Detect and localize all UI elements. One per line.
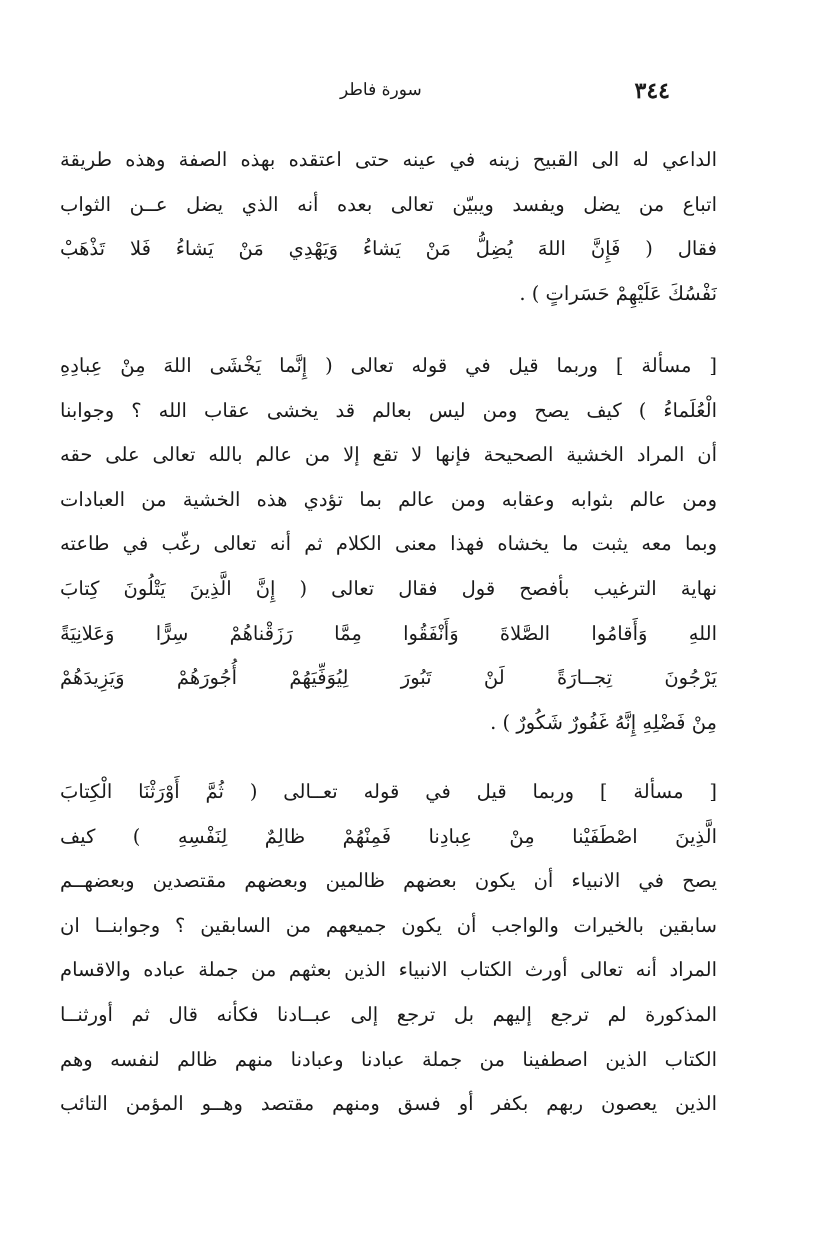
paragraph-2 — [60, 344, 717, 745]
text-line: وبما معه يثبت ما يخشاه فهذا معنى الكلام ثم أنه تعالى رغّب في طاعته — [60, 532, 717, 556]
surah-title: سورة فاطر — [340, 80, 422, 100]
text-line: اللهِ وَأَقامُوا الصَّلاةَ وَأَنْفَقُوا مِمَّا رَزَقْناهُمْ سِرًّا وَعَلانِيَةً — [60, 621, 717, 645]
text-line: يصح في الانبياء أن يكون بعضهم ظالمين وبعضهم مقتصدين وبعضهــم — [60, 869, 717, 893]
paragraph-1 — [60, 138, 717, 316]
text-line: نهاية الترغيب بأفصح قول فقال تعالى ( إِنَّ الَّذِينَ يَتْلُونَ كِتابَ — [60, 576, 717, 600]
text-line: الكتاب الذين اصطفينا من جملة عبادنا وعبادنا منهم ظالم لنفسه وهم — [60, 1047, 717, 1071]
text-line: يَرْجُونَ تِجــارَةً لَنْ تَبُورَ لِيُوَفِّيَهُمْ أُجُورَهُمْ وَيَزِيدَهُمْ — [60, 666, 717, 690]
text-line: الداعي له الى القبيح زينه في عينه حتى اعتقده بهذه الصفة وهذه طريقة — [60, 148, 717, 171]
text-line: الذين يعصون ربهم بكفر أو فسق ومنهم مقتصد وهــو المؤمن التائب — [60, 1092, 717, 1116]
text-line: اتباع من يضل ويفسد ويبيّن تعالى بعده أنه الذي يضل عــن الثواب — [60, 192, 717, 216]
text-line: الْعُلَماءُ ) كيف يصح ومن ليس بعالم قد يخشى عقاب الله ؟ وجوابنا — [60, 398, 717, 422]
paragraph-3 — [60, 770, 717, 1127]
text-line: المراد أنه تعالى أورث الكتاب الانبياء الذين بعثهم من جملة عباده والاقسام — [60, 958, 717, 982]
text-line: [ مسألة ] وربما قيل في قوله تعــالى ( ثُمَّ أَوْرَثْنَا الْكِتابَ — [60, 780, 717, 803]
text-line: [ مسألة ] وربما قيل في قوله تعالى ( إِنَّما يَخْشَى اللهَ مِنْ عِبادِهِ — [60, 354, 717, 377]
text-line: الَّذِينَ اصْطَفَيْنا مِنْ عِبادِنا فَمِنْهُمْ ظالِمٌ لِنَفْسِهِ ) كيف — [60, 824, 717, 848]
text-line: مِنْ فَضْلِهِ إِنَّهُ غَفُورٌ شَكُورٌ ) . — [490, 710, 717, 734]
text-line: ومن عالم بثوابه وعقابه ومن عالم بما تؤدي هذه الخشية من العبادات — [60, 487, 717, 511]
text-line: نَفْسُكَ عَلَيْهِمْ حَسَراتٍ ) . — [519, 281, 717, 305]
text-line: فقال ( فَإِنَّ اللهَ يُضِلُّ مَنْ يَشاءُ وَيَهْدِي مَنْ يَشاءُ فَلا تَذْهَبْ — [60, 237, 717, 261]
page-number: ٣٤٤ — [634, 78, 670, 104]
page-header — [340, 78, 670, 108]
text-line: أن المراد الخشية الصحيحة فإنها لا تقع إلا من عالم بالله تعالى على حقه — [60, 443, 717, 467]
text-line: سابقين بالخيرات والواجب أن يكون جميعهم من السابقين ؟ وجوابنــا ان — [60, 913, 717, 937]
text-line: المذكورة لم ترجع إليهم بل ترجع إلى عبــادنا فكأنه قال ثم أورثنــا — [60, 1002, 717, 1026]
